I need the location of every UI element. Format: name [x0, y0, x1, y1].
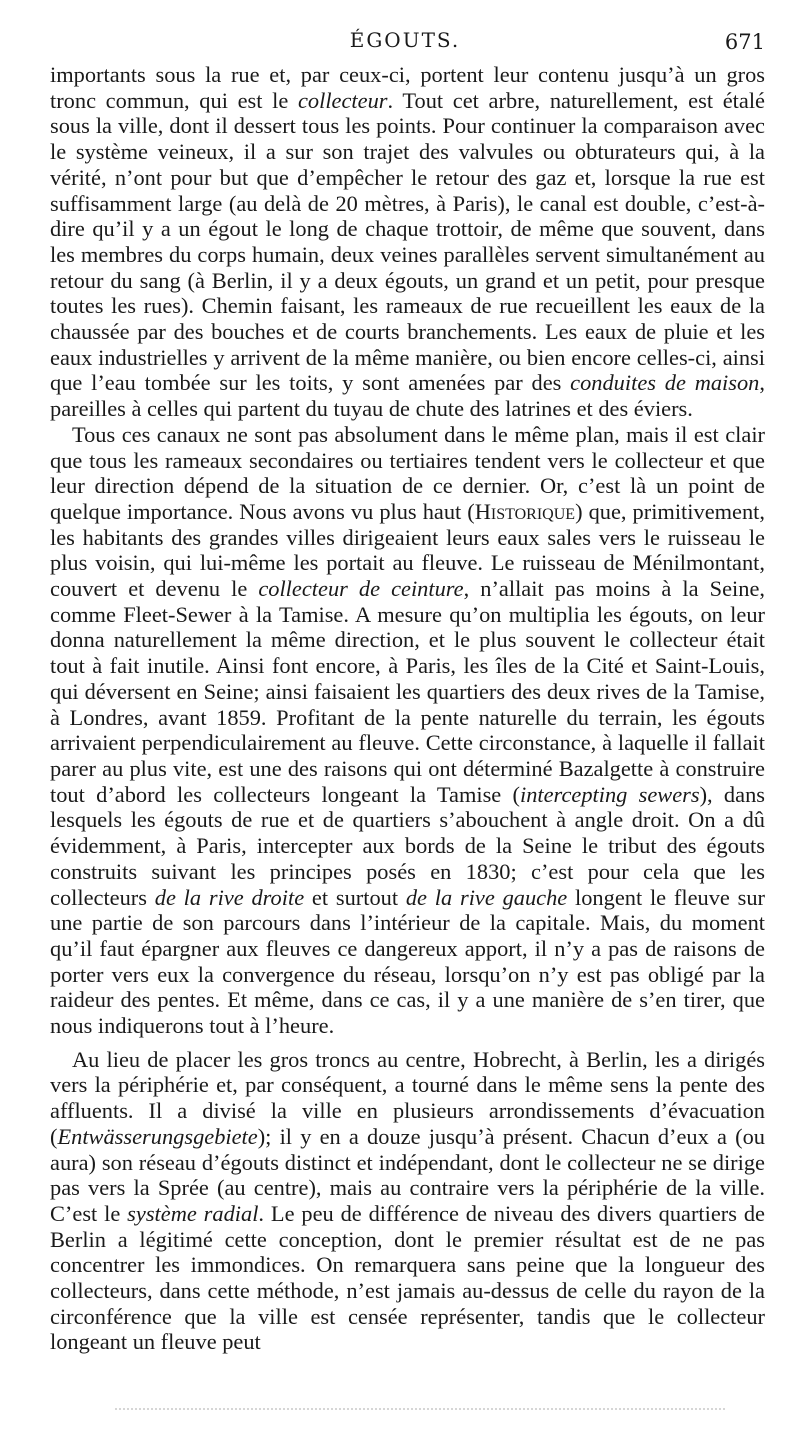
body-text [50, 62, 765, 1355]
page-number: 671 [724, 30, 765, 54]
text-run: tronc commun, qui est le [50, 87, 298, 113]
italic-term: de la rive gauche [405, 884, 568, 910]
italic-term: collecteur [297, 87, 388, 113]
italic-term: intercepting sewers [519, 781, 700, 807]
page-header [45, 28, 765, 58]
text-run: ) que, primitivement, les habitants des grandes villes dirigeaient leurs eaux sales vers le ruisseau le plus voisin, qui lui-même les portait au fleuve. Le ruisseau de Ménilmontant, couvert et devenu le [50, 498, 766, 602]
italic-term: collecteur de ceinture [258, 576, 464, 602]
italic-term: de la rive droite [154, 884, 305, 910]
text-run: , n’allait pas moins à la Seine, comme Fleet-Sewer à la Tamise. A mesure qu’on multiplia les égouts, on leur donna naturellement la même direction, et le plus souvent le collecteur était tout à fait inutile. Ainsi font encore, à Paris, les îles de la Cité et Saint-Louis, qui déversent en Seine; ainsi faisaient les quartiers des deux rives de la Tamise, à Londres, avant 1859. Profitant de la pente naturelle du terrain, les égouts arrivaient perpendiculairement au fleuve. Cette circonstance, à laquelle il fallait parer au plus vite, est une des raisons qui ont déterminé Bazalgette à construire tout d’abord les collecteurs longeant la Tamise ( [50, 576, 765, 807]
italic-term: Entwässerungsgebiete [57, 1123, 258, 1149]
small-caps-term: Historique [474, 498, 576, 524]
text-run: ); il y en a douze jusqu’à présent. Chacun d’eux a (ou aura) son réseau d’égouts distinct et indépendant, dont le collecteur ne se dirige pas vers la Sprée (au centre), mais au contraire vers la périphérie de la ville. C’est le [50, 1123, 765, 1226]
paragraph-2 [50, 422, 765, 1039]
paragraph-3 [50, 1047, 765, 1355]
text-run: importants sous la rue et, par ceux-ci, portent leur contenu jusqu’à un gros [50, 62, 765, 87]
text-run: . Le peu de différence de niveau des divers quartiers de Berlin a légitimé cette conception, dont le premier résultat est de ne pas concentrer les immondices. On remarquera sans peine que la longueur des collecteurs, dans cette méthode, n’est jamais au-dessus de celle du rayon de la circonférence que la ville est censée représenter, tandis que le collecteur longeant un fleuve peut [50, 1200, 765, 1355]
text-run: Au lieu de placer les gros troncs au centre, Hobrecht, à Berlin, les a dirigés vers la périphérie et, par conséquent, a tourné dans le même sens la pente des affluents. Il a divisé la ville en plusieurs arrondissements d’évacuation ( [50, 1046, 765, 1149]
text-run: et surtout [304, 884, 406, 910]
italic-term: système radial [127, 1200, 259, 1226]
text-run: . Tout cet arbre, naturellement, est étalé sous la ville, dont il dessert tous les points. Pour continuer la comparaison avec le système veineux, il a sur son trajet des valvules ou obturateurs qui, à la vérité, n’ont pour but que d’empêcher le retour des gaz et, lorsque la rue est suffisamment large (au delà de 20 mètres, à Paris), le canal est double, c’est-à-dire qu’il y a un égout le long de chaque trottoir, de même que souvent, dans les membres du corps humain, deux veines parallèles servent simultanément au retour du sang (à Berlin, il y a deux égouts, un grand et un petit, pour presque toutes les rues). Chemin faisant, les rameaux de rue recueillent les eaux de la chaussée par des bouches et de courts branchements. Les eaux de pluie et les eaux industrielles y arrivent de la même manière, ou bien encore celles-ci, ainsi que l’eau tombée sur les toits, y sont amenées par des [50, 87, 765, 396]
text-run: , pareilles à celles qui partent du tuyau de chute des latrines et des éviers. [50, 370, 765, 422]
paragraph-1 [50, 62, 765, 422]
text-run: longent le fleuve sur une partie de son parcours dans l’intérieur de la capitale. Mais, du moment qu’il faut épargner aux fleuves ce dangereux apport, il n’y a pas de raisons de porter vers eux la convergence du réseau, lorsqu’on n’y est pas obligé par la raideur des pentes. Et même, dans ce cas, il y a une manière de s’en tirer, que nous indiquerons tout à l’heure. [50, 884, 765, 1039]
text-run: Tous ces canaux ne sont pas absolument dans le même plan, mais il est clair que tous les rameaux secondaires ou tertiaires tendent vers le collecteur et que leur direction dépend de la situation de ce dernier. Or, c’est là un point de quelque importance. Nous avons vu plus haut ( [50, 421, 765, 524]
bleed-through-marks [115, 1408, 725, 1416]
italic-term: conduites de maison [570, 370, 760, 396]
running-title: ÉGOUTS. [349, 28, 461, 52]
text-run: ), dans lesquels les égouts de rue et de quartiers s’abouchent à angle droit. On a dû évidemment, à Paris, intercepter aux bords de la Seine le tribut des égouts construits suivant les principes posés en 1830; c’est pour cela que les collecteurs [50, 781, 765, 910]
